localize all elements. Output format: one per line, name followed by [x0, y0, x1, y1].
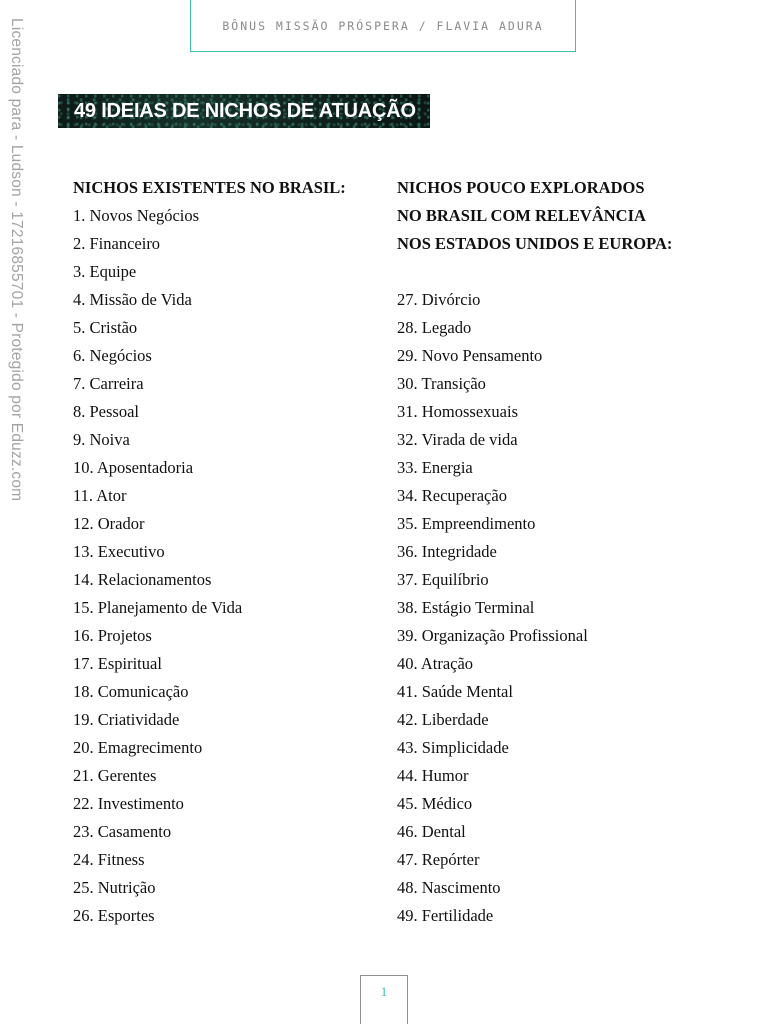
list-item: 45. Médico [397, 794, 473, 813]
list-item: 37. Equilíbrio [397, 570, 489, 589]
right-heading-line: NO BRASIL COM RELEVÂNCIA [397, 206, 646, 225]
left-column-heading: NICHOS EXISTENTES NO BRASIL: [73, 178, 346, 197]
list-item: 17. Espiritual [73, 654, 162, 673]
left-column [73, 174, 383, 930]
list-item: 36. Integridade [397, 542, 497, 561]
list-item: 25. Nutrição [73, 878, 156, 897]
list-item: 27. Divórcio [397, 290, 481, 309]
list-item: 21. Gerentes [73, 766, 157, 785]
list-item: 20. Emagrecimento [73, 738, 203, 757]
list-item: 9. Noiva [73, 430, 130, 449]
list-item: 1. Novos Negócios [73, 206, 200, 225]
list-item: 3. Equipe [73, 262, 137, 281]
list-item: 4. Missão de Vida [73, 290, 192, 309]
list-item: 23. Casamento [73, 822, 172, 841]
list-item: 24. Fitness [73, 850, 145, 869]
list-item: 32. Virada de vida [397, 430, 518, 449]
list-item: 6. Negócios [73, 346, 152, 365]
list-item: 5. Cristão [73, 318, 138, 337]
list-item: 2. Financeiro [73, 234, 161, 253]
list-item: 8. Pessoal [73, 402, 139, 421]
list-item: 31. Homossexuais [397, 402, 518, 421]
page-title: 49 IDEIAS DE NICHOS DE ATUAÇÃO [74, 99, 416, 122]
list-item: 47. Repórter [397, 850, 480, 869]
list-item: 39. Organização Profissional [397, 626, 588, 645]
left-niche-list [73, 202, 383, 930]
list-item: 28. Legado [397, 318, 472, 337]
list-item: 41. Saúde Mental [397, 682, 513, 701]
header-box [190, 0, 576, 52]
list-item: 7. Carreira [73, 374, 144, 393]
list-item: 33. Energia [397, 458, 473, 477]
spacer [397, 258, 727, 286]
list-item: 43. Simplicidade [397, 738, 509, 757]
list-item: 12. Orador [73, 514, 145, 533]
right-column-heading [397, 174, 727, 258]
header-text: BÔNUS MISSÃO PRÓSPERA / FLAVIA ADURA [222, 18, 544, 33]
list-item: 13. Executivo [73, 542, 165, 561]
list-item: 46. Dental [397, 822, 466, 841]
page-number-box [360, 975, 408, 1024]
list-item: 30. Transição [397, 374, 486, 393]
list-item: 11. Ator [73, 486, 127, 505]
list-item: 19. Criatividade [73, 710, 180, 729]
list-item: 44. Humor [397, 766, 469, 785]
right-heading-line: NOS ESTADOS UNIDOS E EUROPA: [397, 234, 673, 253]
title-banner [58, 94, 430, 128]
list-item: 10. Aposentadoria [73, 458, 194, 477]
list-item: 42. Liberdade [397, 710, 489, 729]
list-item: 35. Empreendimento [397, 514, 536, 533]
right-column [397, 174, 727, 930]
list-item: 18. Comunicação [73, 682, 189, 701]
list-item: 14. Relacionamentos [73, 570, 212, 589]
list-item: 29. Novo Pensamento [397, 346, 543, 365]
right-heading-line: NICHOS POUCO EXPLORADOS [397, 178, 645, 197]
list-item: 26. Esportes [73, 906, 155, 925]
list-item: 40. Atração [397, 654, 474, 673]
list-item: 22. Investimento [73, 794, 184, 813]
right-niche-list [397, 286, 727, 930]
license-watermark: Licenciado para - Ludson - 17216855701 - Protegido por Eduzz.com [8, 18, 25, 502]
list-item: 48. Nascimento [397, 878, 501, 897]
page-number: 1 [380, 984, 388, 999]
list-item: 49. Fertilidade [397, 906, 494, 925]
list-item: 16. Projetos [73, 626, 152, 645]
list-item: 15. Planejamento de Vida [73, 598, 243, 617]
list-item: 34. Recuperação [397, 486, 507, 505]
list-item: 38. Estágio Terminal [397, 598, 535, 617]
